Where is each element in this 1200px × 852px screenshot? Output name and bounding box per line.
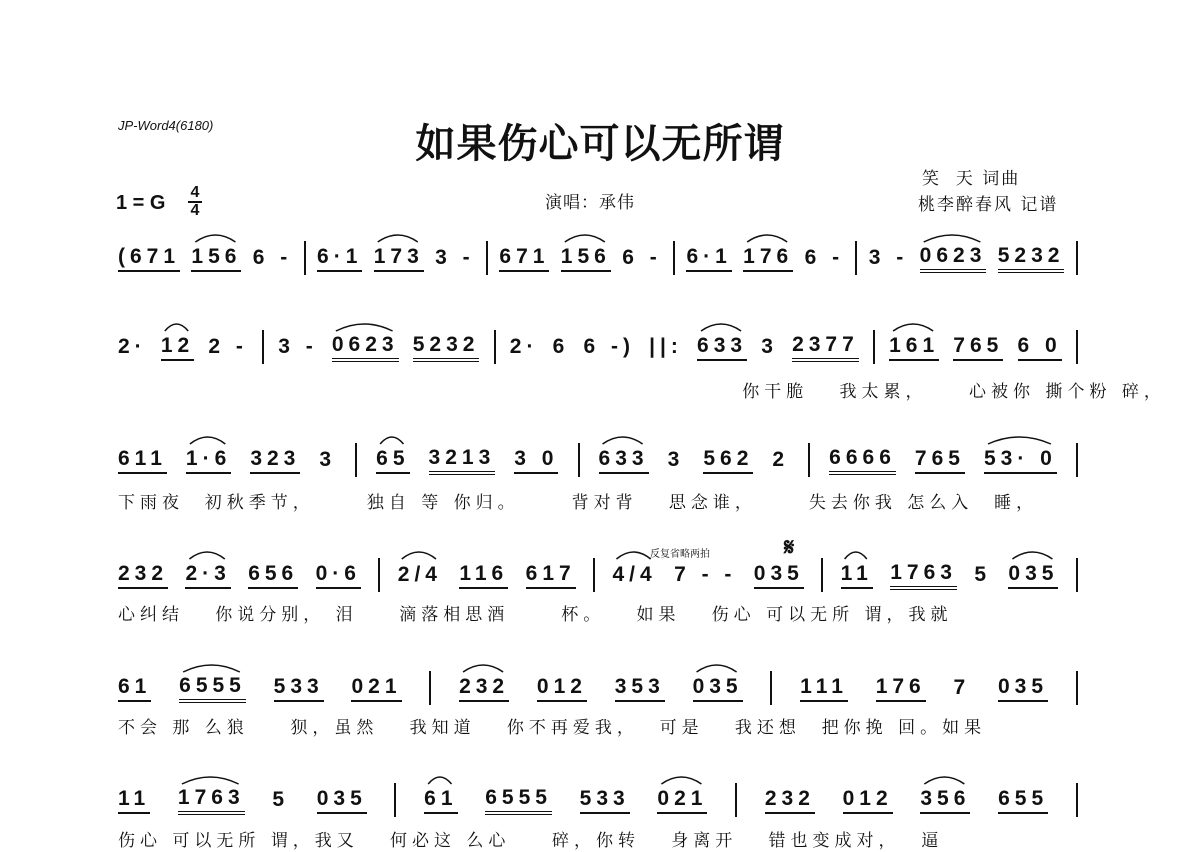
note-group: 356 [920,787,970,814]
slur-layer [118,238,1078,282]
note-group: 655 [998,787,1048,814]
score-line-2 [118,327,1078,371]
slur [378,235,418,242]
slur [661,777,701,784]
slur [697,665,737,672]
slur [183,665,240,672]
note-group: 6 0 [1018,334,1062,361]
note-group: 65 [376,447,409,474]
slur-layer [118,668,1078,712]
note-group: 353 [615,675,665,702]
note-group: 6555 [179,674,246,703]
note-group: 0623 [332,333,399,362]
note-group: 53· 0 [984,447,1057,474]
note-group: 035 [1008,562,1058,589]
note-group: 3 - [278,335,318,358]
slur [603,437,643,444]
lyric-line-6: 伤心 可以无所 谓，我又 何必这 么心 碎，你转 身离开 错也变成对， 逼 [118,831,944,851]
slur [182,777,239,784]
slur-layer [118,440,1078,484]
note-group: 012 [537,675,587,702]
note-group: 3213 [429,446,496,475]
slur [845,552,867,559]
note-group: 6 - [622,246,662,269]
note-group: 012 [843,787,893,814]
note-group: 5 [272,788,290,811]
note-group: 2 [772,448,790,471]
note-group: 656 [248,562,298,589]
score-line-5 [118,668,1078,712]
note-group: 5232 [998,244,1065,273]
note-group: 176 [876,675,926,702]
slur [893,324,933,331]
segno-sign: 𝄋 [784,533,795,561]
note-group: 173 [374,245,424,272]
note-group: 6·1 [317,245,362,272]
note-group: 3 - [868,246,909,269]
note-group: 633 [599,447,649,474]
slur [189,552,224,559]
slur [1012,552,1052,559]
note-group: 7 - - [674,563,737,586]
note-group: 116 [459,562,508,589]
note-group: 323 [250,447,300,474]
note-group: 765 [915,447,965,474]
note-group: 161 [889,334,939,361]
score-line-6 [118,780,1078,824]
note-group: 035 [754,562,804,589]
lyric-line-5: 不会 那 么狼 狈，虽然 我知道 你不再爱我， 可是 我还想 把你挽 回。如果 [118,718,987,738]
note-group: 2/4 [397,563,442,586]
note-group: 765 [953,334,1003,361]
note-group: 111 [800,675,848,702]
transcriber: 桃李醉春风 记谱 [918,195,1059,215]
note-group: 6 [552,335,570,358]
note-group: 5 [974,563,992,586]
slur-layer [118,327,1078,371]
lyric-line-2: 你干脆 我太累， 心被你 撕个粉 碎， [118,382,1166,402]
note-group: 156 [561,245,611,272]
note-group: 3 - [435,246,475,269]
note-group: 6 -) [583,335,635,358]
note-group: 4/4 [612,563,657,586]
note-group: 617 [526,562,576,589]
slur-layer [118,555,1078,599]
note-group: 3 [319,448,337,471]
note-group: 021 [351,675,401,702]
note-group: 611 [118,447,167,474]
time-signature [186,185,204,219]
slur [463,665,503,672]
note-group: 1763 [890,561,957,590]
slur [565,235,605,242]
time-signature-top: 4 [190,184,200,201]
score-line-3 [118,440,1078,484]
key-signature: 1 = G [116,192,166,214]
slur [701,324,741,331]
note-group: 6 - [804,246,845,269]
note-group: 671 [499,245,549,272]
note-group: 533 [274,675,324,702]
note-group: ||: [649,335,683,358]
note-group: 3 0 [514,447,558,474]
note-group: 2·3 [185,562,230,589]
note-group: 1763 [178,786,245,815]
note-group: 232 [118,562,168,589]
slur [336,324,393,331]
note-group: 2· [509,335,539,358]
note-group: 6555 [485,786,552,815]
note-group: 533 [580,787,630,814]
watermark: JP-Word4(6180) [118,118,214,133]
note-group: 3 [761,335,778,358]
note-group: 035 [693,675,743,702]
note-group: 61 [424,787,457,814]
note-group: 0·6 [316,562,361,589]
slur [165,324,188,331]
note-group: 6·1 [686,245,731,272]
song-title: 如果伤心可以无所谓 [415,120,785,167]
slur-layer [118,780,1078,824]
note-group: 035 [998,675,1048,702]
note-group: (671 [118,245,180,272]
lyricist-composer: 笑 天 词曲 [922,169,1021,189]
note-group: 035 [317,787,367,814]
repeat-note: 反复省略两拍 [650,549,710,560]
lyric-line-3: 下雨夜 初秋季节， 独自 等 你归。 背对背 思念谁， 失去你我 怎么入 睡， [118,493,1039,513]
note-group: 156 [191,245,241,272]
slur [924,235,981,242]
slur [747,235,787,242]
singer: 演唱：承伟 [545,193,635,213]
note-group: 2 - [208,335,248,358]
note-group: 0623 [920,244,987,273]
note-group: 11 [841,562,873,589]
note-group: 6666 [829,446,896,475]
note-group: 633 [697,334,747,361]
note-group: 5232 [413,333,480,362]
score-line-1 [118,238,1078,282]
time-signature-bottom: 4 [190,202,200,219]
note-group: 7 [953,676,971,699]
note-group: 176 [743,245,793,272]
note-group: 6 - [252,246,293,269]
note-group: 232 [765,787,815,814]
note-group: 232 [459,675,509,702]
note-group: 2377 [792,333,859,362]
slur [195,235,235,242]
slur [380,437,403,444]
note-group: 021 [657,787,707,814]
note-group: 2· [118,335,147,358]
score-line-4 [118,555,1078,599]
slur [190,437,225,444]
slur [988,437,1051,444]
note-group: 562 [703,447,753,474]
lyric-line-4: 心纠结 你说分别， 泪 滴落相思酒 杯。 如果 伤心 可以无所 谓，我就 [118,605,953,625]
slur [428,777,451,784]
slur [616,552,650,559]
note-group: 3 [667,448,685,471]
note-group: 11 [118,787,150,814]
slur [402,552,436,559]
note-group: 12 [161,334,194,361]
note-group: 1·6 [186,447,231,474]
note-group: 61 [118,675,151,702]
slur [924,777,964,784]
